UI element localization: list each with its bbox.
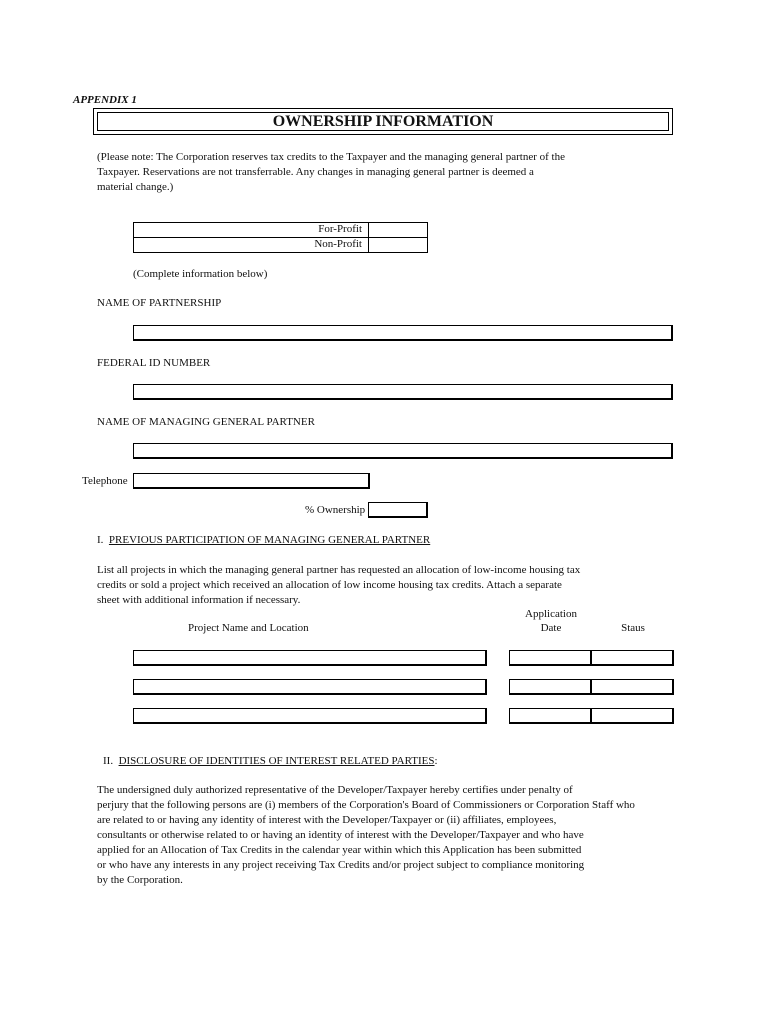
column-date-header: Date — [540, 622, 562, 634]
note-line: (Please note: The Corporation reserves tax credits to the Taxpayer and the managing general partner of the — [97, 151, 565, 163]
date-input-2[interactable] — [509, 679, 592, 695]
column-application-header: Application — [525, 608, 577, 620]
for-profit-checkbox[interactable] — [369, 223, 427, 237]
section2-line: are related to or having any identity of interest with the Developer/Taxpayer or (ii) affiliates, employees, — [97, 814, 557, 826]
project-input-2[interactable] — [133, 679, 487, 695]
column-project-header: Project Name and Location — [188, 622, 309, 634]
ownership-input[interactable] — [368, 502, 428, 518]
managing-partner-input[interactable] — [133, 443, 673, 459]
status-input-1[interactable] — [591, 650, 674, 666]
section2-line: or who have any interests in any project receiving Tax Credits and/or project subject to compliance monitoring — [97, 859, 585, 871]
section2-number: II. — [103, 755, 114, 767]
managing-partner-label: NAME OF MANAGING GENERAL PARTNER — [97, 416, 315, 428]
appendix-label: APPENDIX 1 — [73, 94, 137, 106]
partnership-input[interactable] — [133, 325, 673, 341]
section1-paragraph — [97, 563, 580, 608]
section1-title: PREVIOUS PARTICIPATION OF MANAGING GENERAL PARTNER — [108, 534, 431, 546]
status-input-2[interactable] — [591, 679, 674, 695]
non-profit-label: Non-Profit — [314, 238, 362, 250]
section1-line: List all projects in which the managing general partner has requested an allocation of low-income housing tax — [97, 564, 581, 576]
ownership-label: % Ownership — [305, 504, 366, 516]
note-line: Taxpayer. Reservations are not transferrable. Any changes in managing general partner is deemed a — [97, 166, 534, 178]
section2-heading: II. DISCLOSURE OF IDENTITIES OF INTEREST RELATED PARTIES: — [103, 755, 438, 767]
complete-info-note: (Complete information below) — [133, 268, 268, 280]
profit-status-table — [133, 222, 428, 253]
date-input-3[interactable] — [509, 708, 592, 724]
date-input-1[interactable] — [509, 650, 592, 666]
section2-line: by the Corporation. — [97, 874, 183, 886]
page-title: OWNERSHIP INFORMATION — [97, 112, 669, 131]
section1-heading — [97, 534, 430, 546]
note-paragraph — [97, 150, 565, 195]
section1-line: credits or sold a project which received an allocation of low income housing tax credits. Attach a separate — [97, 579, 562, 591]
title-frame — [93, 108, 673, 135]
note-line: material change.) — [97, 181, 174, 193]
section2-line: perjury that the following persons are (i) members of the Corporation's Board of Commissioners or Corporation Staff who — [97, 799, 635, 811]
status-input-3[interactable] — [591, 708, 674, 724]
telephone-label: Telephone — [82, 475, 128, 487]
section2-line: consultants or otherwise related to or having an identity of interest with the Developer/Taxpayer and who have — [97, 829, 584, 841]
column-status-header: Staus — [621, 622, 645, 634]
project-input-3[interactable] — [133, 708, 487, 724]
section2-line: applied for an Allocation of Tax Credits in the calendar year within which this Application has been submitted — [97, 844, 582, 856]
section2-paragraph — [97, 783, 635, 888]
telephone-input[interactable] — [133, 473, 370, 489]
section2-title: DISCLOSURE OF IDENTITIES OF INTEREST RELATED PARTIES — [118, 755, 435, 767]
project-input-1[interactable] — [133, 650, 487, 666]
partnership-label: NAME OF PARTNERSHIP — [97, 297, 222, 309]
non-profit-checkbox[interactable] — [369, 238, 427, 252]
section2-line: The undersigned duly authorized representative of the Developer/Taxpayer hereby certifies under penalty of — [97, 784, 573, 796]
federal-id-label: FEDERAL ID NUMBER — [97, 357, 211, 369]
section1-line: sheet with additional information if necessary. — [97, 594, 301, 606]
section1-number: I. — [97, 534, 104, 546]
federal-id-input[interactable] — [133, 384, 673, 400]
for-profit-label: For-Profit — [318, 223, 362, 235]
